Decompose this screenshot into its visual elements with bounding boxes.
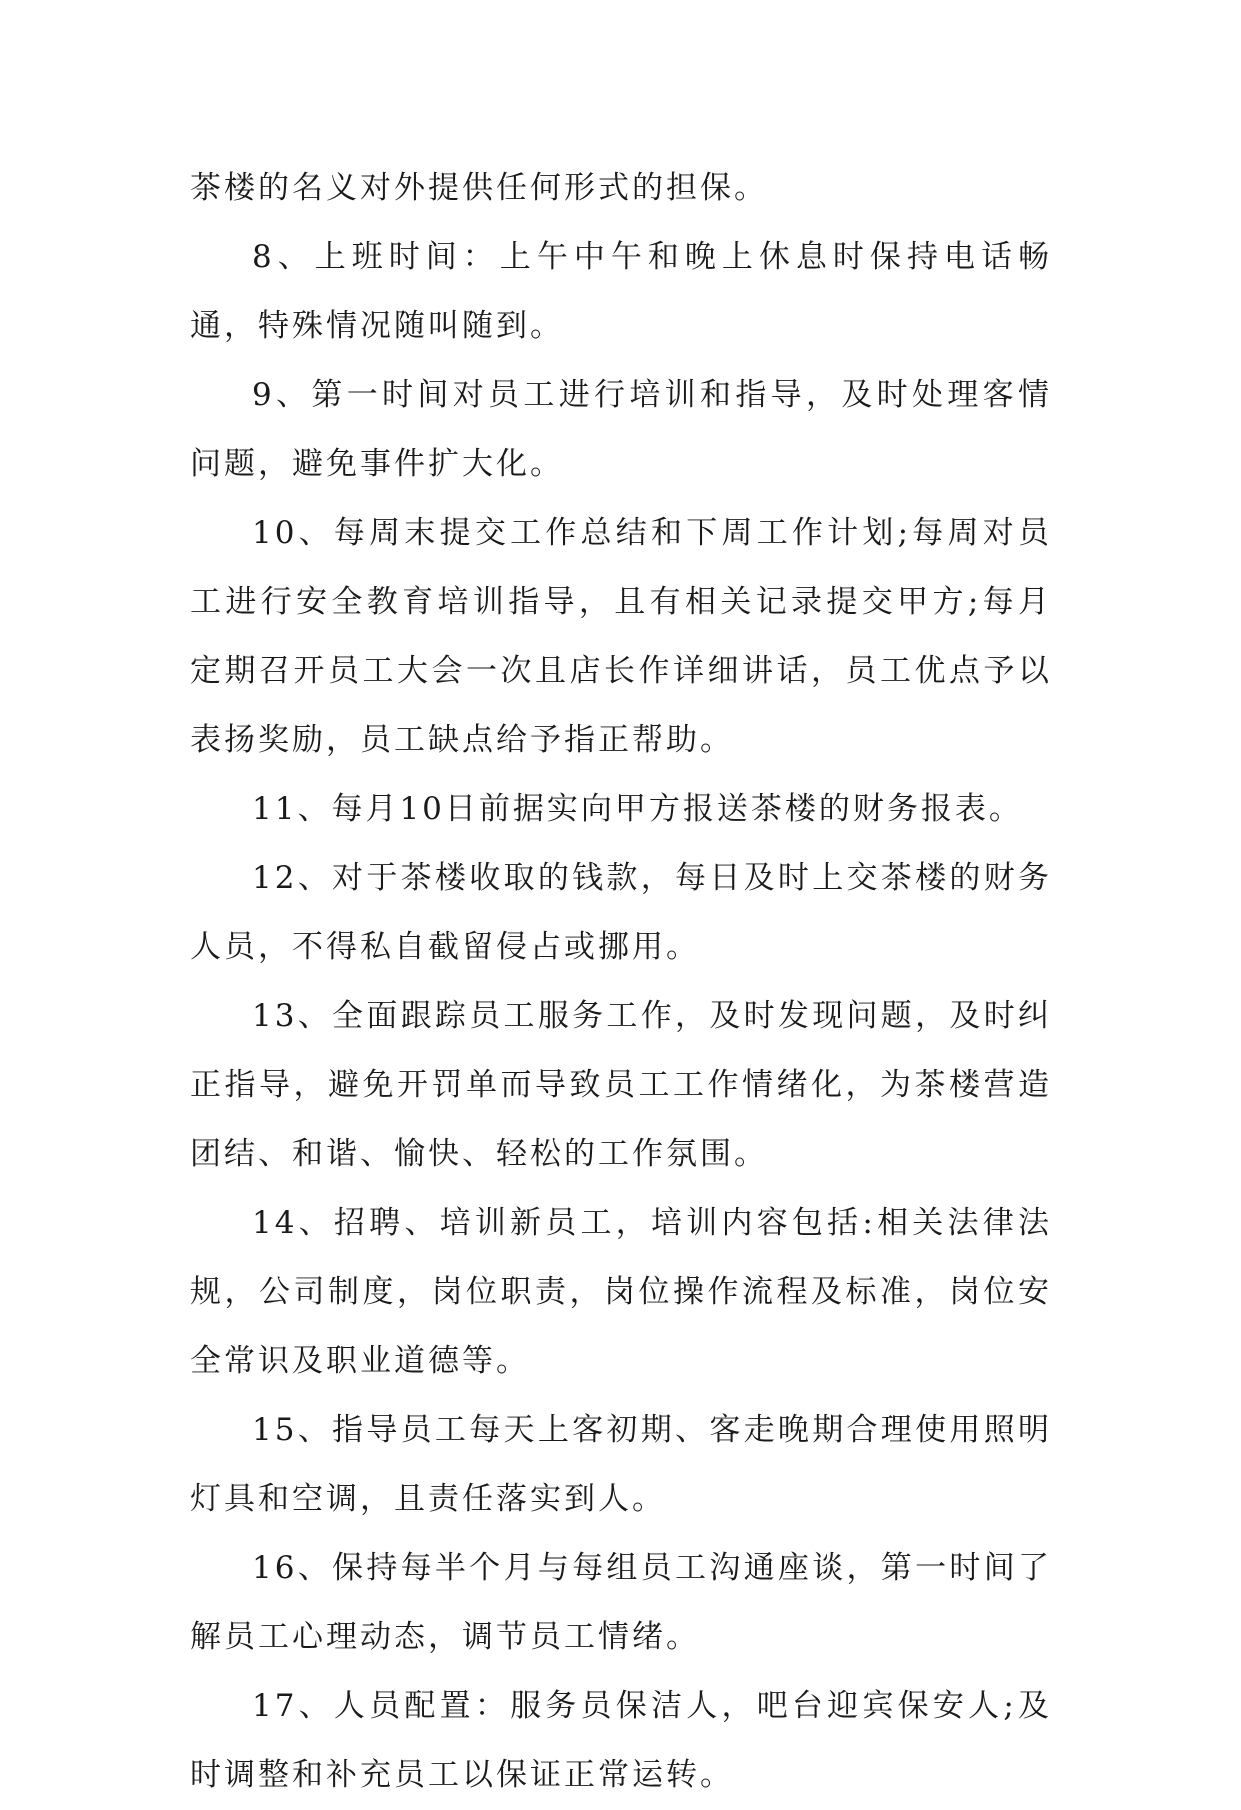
paragraph-item-14: 14、招聘、培训新员工，培训内容包括:相关法律法规，公司制度，岗位职责，岗位操作流程及标准，岗位安全常识及职业道德等。 bbox=[190, 1205, 1052, 1379]
paragraph-item-13: 13、全面跟踪员工服务工作，及时发现问题，及时纠正指导，避免开罚单而导致员工工作情绪化，为茶楼营造团结、和谐、愉快、轻松的工作氛围。 bbox=[190, 998, 1052, 1172]
paragraph-continuation: 茶楼的名义对外提供任何形式的担保。 bbox=[190, 170, 768, 206]
paragraph-item-15: 15、指导员工每天上客初期、客走晚期合理使用照明灯具和空调，且责任落实到人。 bbox=[190, 1412, 1052, 1517]
paragraph-item-16: 16、保持每半个月与每组员工沟通座谈，第一时间了解员工心理动态，调节员工情绪。 bbox=[190, 1550, 1052, 1655]
paragraph-item-9: 9、第一时间对员工进行培训和指导，及时处理客情问题，避免事件扩大化。 bbox=[190, 377, 1052, 482]
paragraph-item-8: 8、上班时间：上午中午和晚上休息时保持电话畅通，特殊情况随叫随到。 bbox=[190, 239, 1052, 344]
paragraph-item-11: 11、每月10日前据实向甲方报送茶楼的财务报表。 bbox=[252, 791, 1023, 827]
paragraph-item-12: 12、对于茶楼收取的钱款，每日及时上交茶楼的财务人员，不得私自截留侵占或挪用。 bbox=[190, 860, 1052, 965]
paragraph-item-17: 17、人员配置：服务员保洁人，吧台迎宾保安人;及时调整和补充员工以保证正常运转。 bbox=[190, 1688, 1052, 1793]
document-body bbox=[190, 154, 1052, 1810]
paragraph-item-10: 10、每周末提交工作总结和下周工作计划;每周对员工进行安全教育培训指导，且有相关记录提交甲方;每月定期召开员工大会一次且店长作详细讲话，员工优点予以表扬奖励，员工缺点给予指正帮助。 bbox=[190, 515, 1052, 758]
